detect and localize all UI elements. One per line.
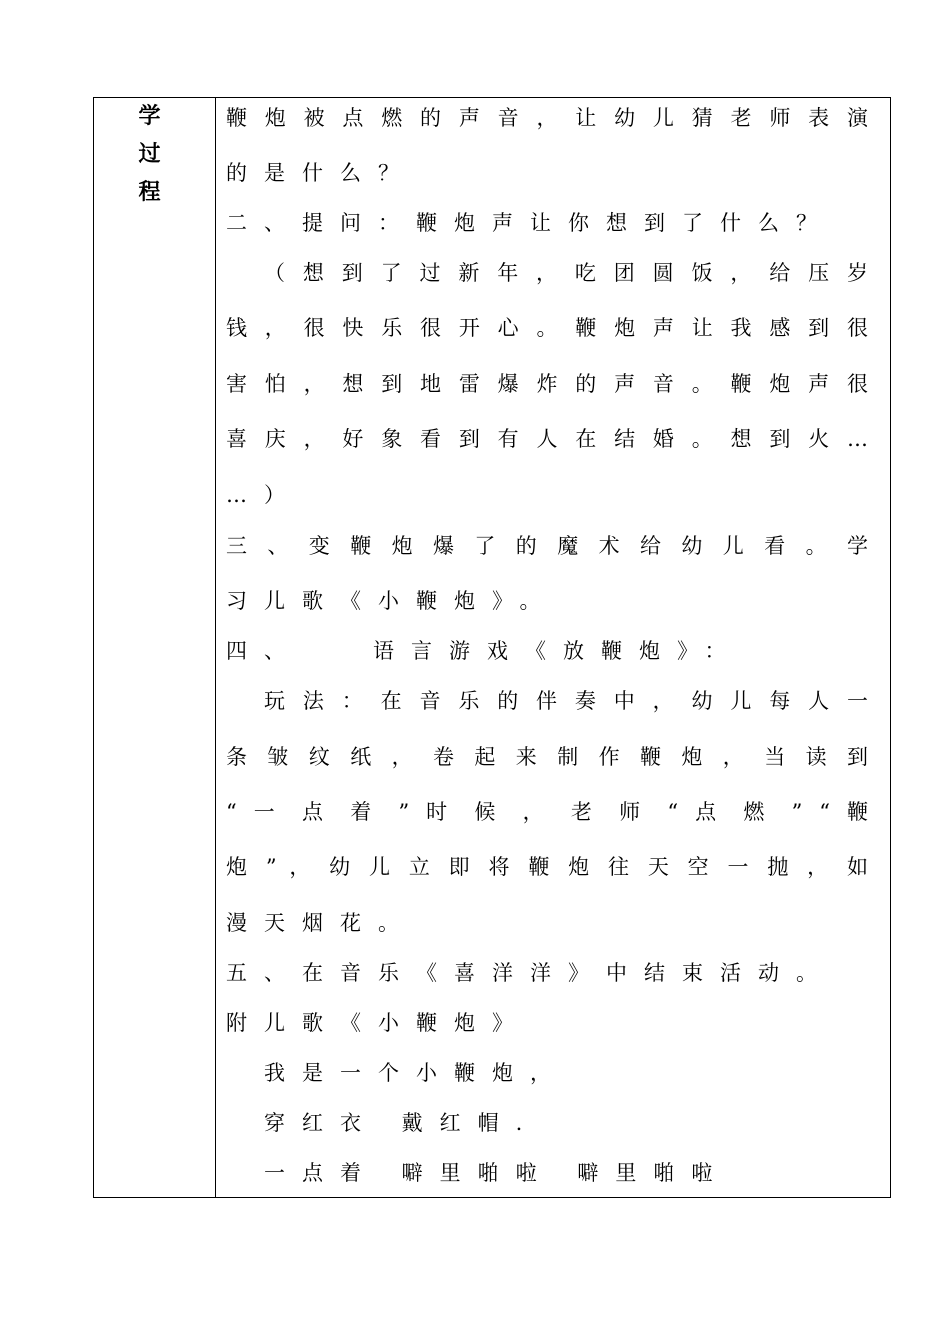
rhyme-line: 我是一个小鞭炮，	[264, 1061, 568, 1085]
section-label-char: 过	[138, 142, 161, 167]
text-line: 漫天烟花。	[226, 911, 416, 935]
text-line: 炮 ” ， 幼 儿 立 即 将 鞭 炮 往 天 空 一 抛 ， 如	[226, 855, 868, 879]
text-line: 四、 语言游戏《放鞭炮》：	[226, 639, 743, 663]
section-label-char: 学	[138, 104, 161, 129]
text-line: 条 皱 纹 纸 ， 卷 起 来 制 作 鞭 炮 ， 当 读 到	[226, 745, 868, 769]
text-line: 玩 法 ： 在 音 乐 的 伴 奏 中 ， 幼 儿 每 人 一	[264, 689, 868, 713]
section-label-char: 程	[138, 180, 161, 205]
text-line: 二、提问：鞭炮声让你想到了什么？	[226, 211, 834, 235]
section-label-cell	[94, 98, 215, 1197]
text-line: 害 怕 ， 想 到 地 雷 爆 炸 的 声 音 。 鞭 炮 声 很	[226, 372, 868, 396]
text-line: 钱 ， 很 快 乐 很 开 心 。 鞭 炮 声 让 我 感 到 很	[226, 316, 868, 340]
text-line: 五、在音乐《喜洋洋》中结束活动。	[226, 961, 834, 985]
text-line: （ 想 到 了 过 新 年 ， 吃 团 圆 饭 ， 给 压 岁	[264, 261, 868, 285]
text-line: “ 一 点 着 ” 时 候 ， 老 师 “ 点 燃 ” “ 鞭	[226, 800, 868, 824]
text-line: 习儿歌《小鞭炮》。	[226, 589, 558, 613]
process-content-cell	[216, 98, 890, 1197]
lesson-table	[93, 97, 891, 1198]
text-line: 三 、 变 鞭 炮 爆 了 的 魔 术 给 幼 儿 看 。 学	[226, 534, 868, 558]
rhyme-line: 穿红衣 戴红帽.	[264, 1111, 540, 1135]
text-line: 鞭 炮 被 点 燃 的 声 音 ， 让 幼 儿 猜 老 师 表 演	[226, 106, 868, 130]
text-line: 的是什么？	[226, 161, 416, 185]
text-line: 喜 庆 ， 好 象 看 到 有 人 在 结 婚 。 想 到 火 …	[226, 427, 868, 451]
rhyme-line: 一点着 噼里啪啦 噼里啪啦	[264, 1161, 730, 1185]
text-line: 附儿歌《小鞭炮》	[226, 1011, 530, 1035]
text-line: …）	[226, 483, 302, 507]
